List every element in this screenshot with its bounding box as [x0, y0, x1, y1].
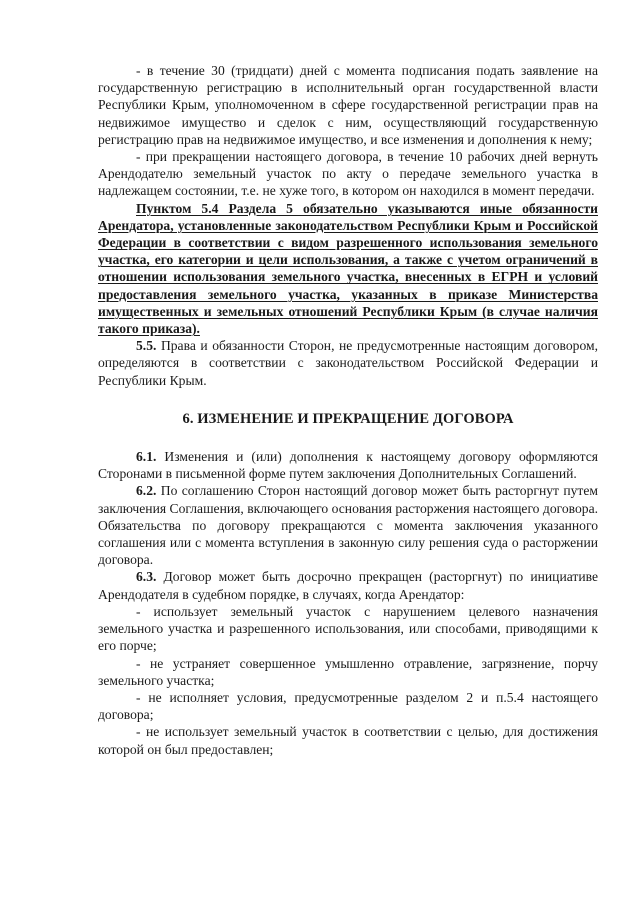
paragraph-return-land-duty: - при прекращении настоящего договора, в течение 10 рабочих дней вернуть Арендодателю земельный участок по акту о передаче земельного участка в надлежащем состоянии, т.е. не хуже того, в котором он находился в момент передачи.: [98, 149, 598, 199]
clause-6-3-text: Договор может быть досрочно прекращен (расторгнут) по инициативе Арендодателя в судебном порядке, в случаях, когда Арендатор:: [98, 569, 598, 602]
clause-6-1-text: Изменения и (или) дополнения к настоящему договору оформляются Сторонами в письменной форме путем заключения Дополнительных Соглашений.: [98, 449, 598, 482]
section-6-heading: 6. ИЗМЕНЕНИЕ И ПРЕКРАЩЕНИЕ ДОГОВОРА: [182, 410, 514, 427]
bold-underlined-note: Пунктом 5.4 Раздела 5 обязательно указываются иные обязанности Арендатора, установленные законодательством Республики Крым и Российской Федерации в соответствии с видом разрешенного использования земельного участка, его категории и цели использования, а также с учетом ограничений в отношении использования земельного участка, внесенных в ЕГРН и условий предоставления земельного участка, указанных в приказе Министерства имущественных и земельных отношений Республики Крым (в случае наличия такого приказа).: [98, 200, 598, 337]
clause-5-5: [98, 337, 598, 389]
clause-6-3-number: 6.3.: [136, 569, 157, 585]
clause-6-2: [98, 482, 598, 568]
document-page: [98, 62, 598, 758]
clause-6-2-text: По соглашению Сторон настоящий договор может быть расторгнут путем заключения Соглашения, включающего основания расторжения настоящего договора. Обязательства по договору прекращаются с момента заключения указанного соглашения или с момента вступления в законную силу решения суда о расторжении договора.: [98, 483, 598, 568]
list-item-purpose: - не использует земельный участок в соответствии с целью, для достижения которой он был предоставлен;: [98, 724, 598, 757]
list-item-conditions: - не исполняет условия, предусмотренные разделом 2 и п.5.4 настоящего договора;: [98, 689, 598, 723]
clause-5-5-number: 5.5.: [136, 338, 157, 354]
clause-6-1: [98, 448, 598, 482]
clause-5-5-text: Права и обязанности Сторон, не предусмотренные настоящим договором, определяются в соответствии с законодательством Российской Федерации и Республики Крым.: [98, 338, 598, 388]
clause-6-1-number: 6.1.: [136, 449, 157, 465]
list-item-contamination: - не устраняет совершенное умышленно отравление, загрязнение, порчу земельного участка;: [98, 655, 598, 688]
list-item-improper-use: - использует земельный участок с нарушением целевого назначения земельного участка и разрешенного использования, или способами, приводящими к его порче;: [98, 603, 598, 654]
paragraph-registration-duty: - в течение 30 (тридцати) дней с момента подписания подать заявление на государственную регистрацию в исполнительный орган государственной власти Республики Крым, уполномоченном в сфере государственной регистрации прав на недвижимое имущество и сделок с ним, осуществляющий государственную регистрацию прав на недвижимое имущество, и все изменения и дополнения к нему;: [98, 63, 598, 147]
clause-6-2-number: 6.2.: [136, 483, 157, 499]
clause-6-3: [98, 568, 598, 602]
